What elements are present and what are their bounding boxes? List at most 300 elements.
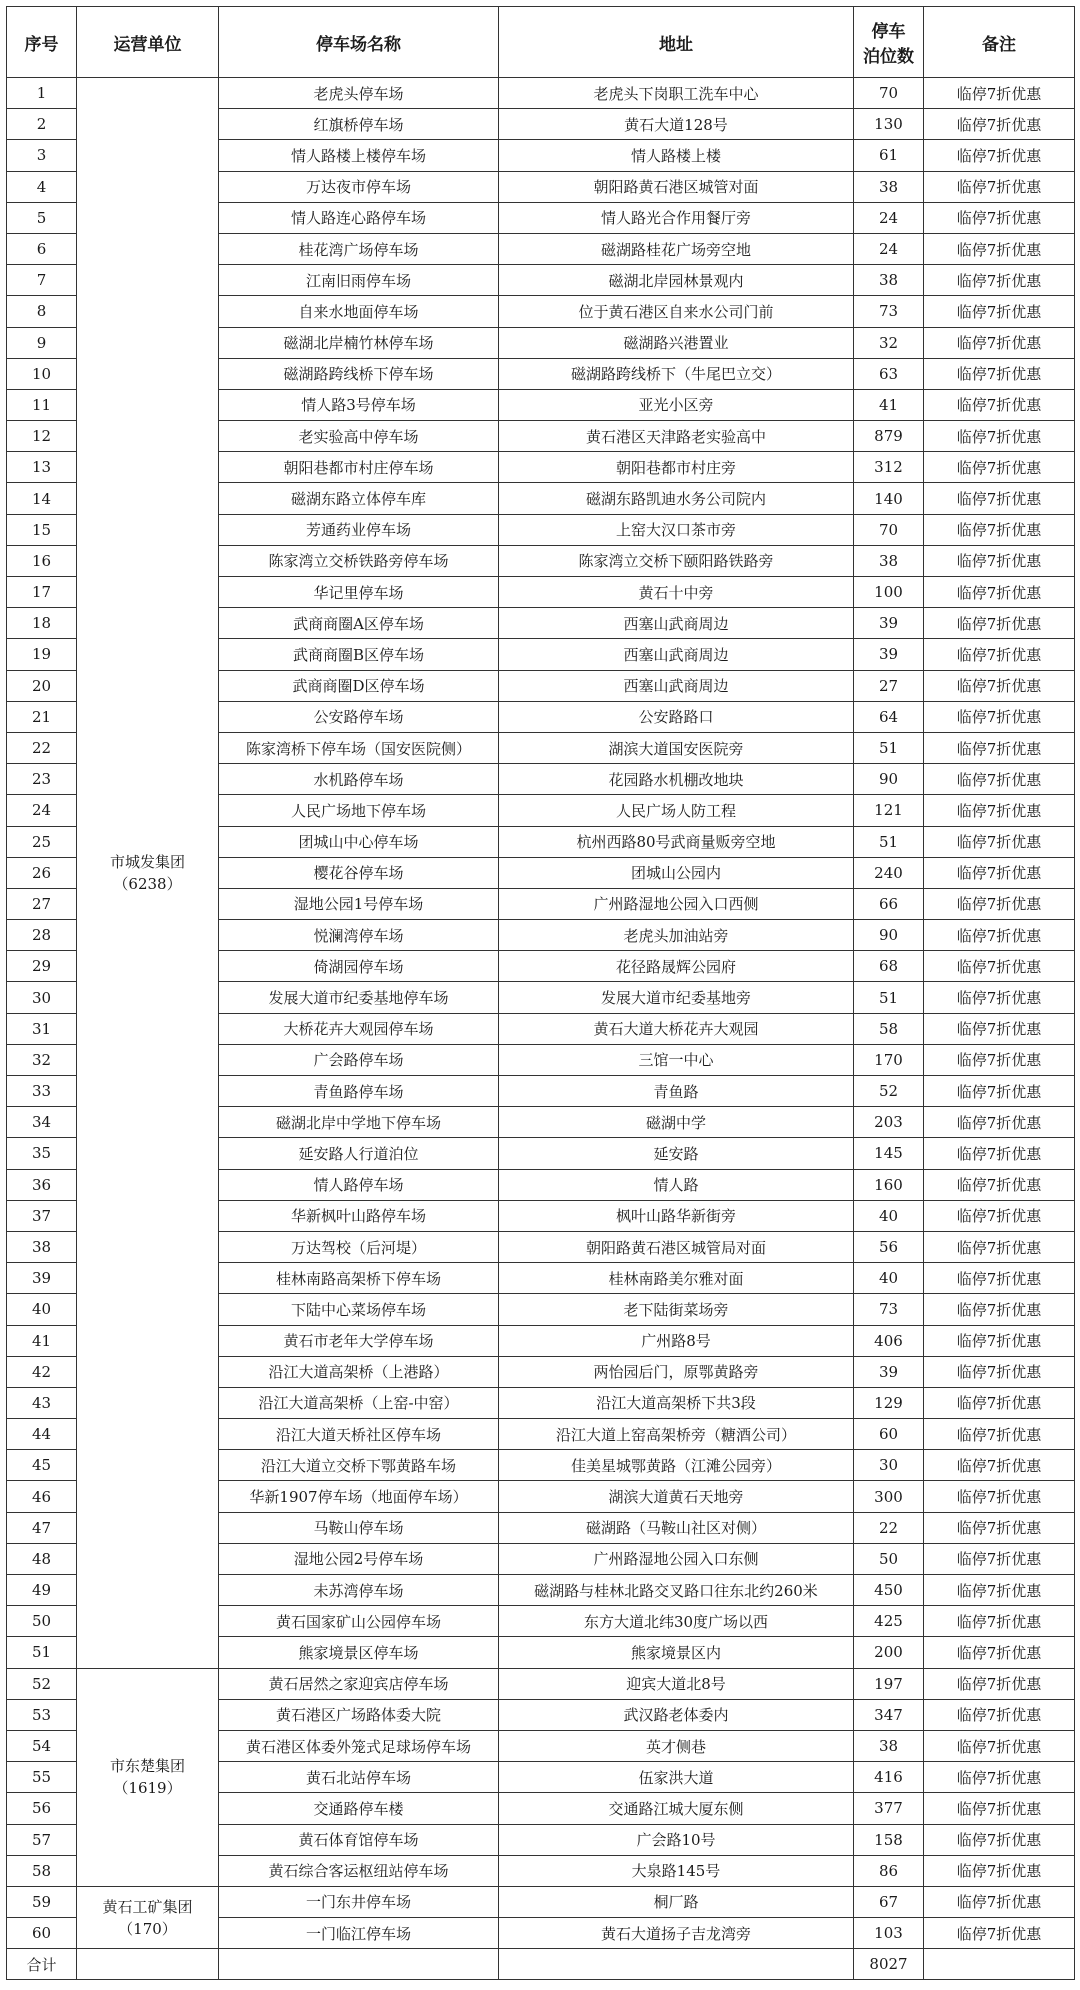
cell-lot-name: 水机路停车场 [219,764,499,795]
cell-spaces: 38 [854,265,924,296]
cell-note: 临停7折优惠 [924,1294,1075,1325]
cell-lot-name: 情人路停车场 [219,1169,499,1200]
cell-address: 老下陆街菜场旁 [499,1294,854,1325]
org-total: （1619） [113,1779,182,1798]
org-total: （170） [118,1919,177,1938]
cell-seq: 45 [7,1450,77,1481]
org-name: 市城发集团 [109,852,185,871]
cell-note: 临停7折优惠 [924,1419,1075,1450]
total-label: 合计 [7,1949,77,1980]
cell-lot-name: 黄石市老年大学停车场 [219,1325,499,1356]
cell-spaces: 121 [854,795,924,826]
cell-seq: 51 [7,1637,77,1668]
cell-seq: 60 [7,1918,77,1949]
cell-note: 临停7折优惠 [924,1044,1075,1075]
total-note [924,1949,1075,1980]
cell-lot-name: 磁湖东路立体停车库 [219,483,499,514]
cell-lot-name: 磁湖路跨线桥下停车场 [219,358,499,389]
cell-address: 东方大道北纬30度广场以西 [499,1606,854,1637]
table-row [7,1668,1075,1699]
cell-lot-name: 公安路停车场 [219,701,499,732]
cell-lot-name: 武商商圈A区停车场 [219,608,499,639]
cell-lot-name: 情人路楼上楼停车场 [219,140,499,171]
header-seq: 序号 [7,7,77,78]
cell-note: 临停7折优惠 [924,1325,1075,1356]
cell-spaces: 100 [854,577,924,608]
cell-note: 临停7折优惠 [924,358,1075,389]
cell-seq: 30 [7,982,77,1013]
cell-address: 磁湖路兴港置业 [499,327,854,358]
cell-seq: 59 [7,1886,77,1917]
cell-note: 临停7折优惠 [924,764,1075,795]
cell-address: 伍家洪大道 [499,1762,854,1793]
cell-spaces: 240 [854,857,924,888]
cell-address: 佳美星城鄂黄路（江滩公园旁） [499,1450,854,1481]
cell-spaces: 38 [854,171,924,202]
cell-address: 朝阳巷都市村庄旁 [499,452,854,483]
cell-note: 临停7折优惠 [924,109,1075,140]
cell-note: 临停7折优惠 [924,452,1075,483]
cell-address: 上窑大汉口茶市旁 [499,514,854,545]
cell-spaces: 56 [854,1231,924,1262]
table-header-row [7,7,1075,78]
cell-note: 临停7折优惠 [924,1356,1075,1387]
cell-spaces: 58 [854,1013,924,1044]
total-spaces: 8027 [854,1949,924,1980]
cell-spaces: 406 [854,1325,924,1356]
cell-address: 迎宾大道北8号 [499,1668,854,1699]
cell-lot-name: 未苏湾停车场 [219,1575,499,1606]
parking-table [6,6,1075,1980]
cell-seq: 11 [7,389,77,420]
cell-address: 广州路湿地公园入口东侧 [499,1543,854,1574]
cell-seq: 53 [7,1699,77,1730]
cell-lot-name: 湿地公园1号停车场 [219,888,499,919]
cell-spaces: 22 [854,1512,924,1543]
cell-note: 临停7折优惠 [924,1263,1075,1294]
cell-address: 交通路江城大厦东侧 [499,1793,854,1824]
cell-seq: 10 [7,358,77,389]
cell-seq: 28 [7,920,77,951]
cell-lot-name: 磁湖北岸中学地下停车场 [219,1107,499,1138]
cell-note: 临停7折优惠 [924,265,1075,296]
cell-seq: 41 [7,1325,77,1356]
cell-seq: 40 [7,1294,77,1325]
cell-spaces: 38 [854,1730,924,1761]
cell-lot-name: 朝阳巷都市村庄停车场 [219,452,499,483]
cell-lot-name: 红旗桥停车场 [219,109,499,140]
cell-lot-name: 黄石港区体委外笼式足球场停车场 [219,1730,499,1761]
cell-spaces: 70 [854,514,924,545]
cell-lot-name: 悦澜湾停车场 [219,920,499,951]
cell-note: 临停7折优惠 [924,1699,1075,1730]
cell-spaces: 200 [854,1637,924,1668]
cell-lot-name: 广会路停车场 [219,1044,499,1075]
cell-note: 临停7折优惠 [924,78,1075,109]
total-address [499,1949,854,1980]
cell-address: 桂林南路美尔雅对面 [499,1263,854,1294]
cell-lot-name: 老实验高中停车场 [219,421,499,452]
cell-spaces: 145 [854,1138,924,1169]
cell-address: 西塞山武商周边 [499,670,854,701]
cell-lot-name: 桂林南路高架桥下停车场 [219,1263,499,1294]
cell-address: 人民广场人防工程 [499,795,854,826]
cell-address: 情人路光合作用餐厅旁 [499,202,854,233]
cell-lot-name: 黄石居然之家迎宾店停车场 [219,1668,499,1699]
header-address: 地址 [499,7,854,78]
cell-note: 临停7折优惠 [924,1575,1075,1606]
cell-seq: 26 [7,857,77,888]
cell-seq: 16 [7,545,77,576]
cell-address: 情人路楼上楼 [499,140,854,171]
cell-address: 黄石大道128号 [499,109,854,140]
cell-note: 临停7折优惠 [924,1730,1075,1761]
cell-address: 熊家境景区内 [499,1637,854,1668]
cell-lot-name: 老虎头停车场 [219,78,499,109]
cell-spaces: 160 [854,1169,924,1200]
cell-seq: 27 [7,888,77,919]
cell-org [77,78,219,1669]
cell-seq: 48 [7,1543,77,1574]
cell-lot-name: 武商商圈D区停车场 [219,670,499,701]
cell-address: 发展大道市纪委基地旁 [499,982,854,1013]
cell-seq: 5 [7,202,77,233]
header-name: 停车场名称 [219,7,499,78]
cell-lot-name: 陈家湾桥下停车场（国安医院侧） [219,732,499,763]
cell-seq: 23 [7,764,77,795]
cell-lot-name: 湿地公园2号停车场 [219,1543,499,1574]
cell-address: 湖滨大道黄石天地旁 [499,1481,854,1512]
cell-lot-name: 下陆中心菜场停车场 [219,1294,499,1325]
cell-address: 武汉路老体委内 [499,1699,854,1730]
cell-spaces: 129 [854,1387,924,1418]
cell-note: 临停7折优惠 [924,639,1075,670]
cell-seq: 46 [7,1481,77,1512]
cell-note: 临停7折优惠 [924,888,1075,919]
cell-address: 沿江大道上窑高架桥旁（糖酒公司） [499,1419,854,1450]
cell-address: 位于黄石港区自来水公司门前 [499,296,854,327]
cell-address: 花园路水机棚改地块 [499,764,854,795]
cell-seq: 14 [7,483,77,514]
cell-lot-name: 黄石体育馆停车场 [219,1824,499,1855]
cell-spaces: 50 [854,1543,924,1574]
cell-note: 临停7折优惠 [924,857,1075,888]
cell-spaces: 51 [854,732,924,763]
table-body [7,78,1075,1980]
cell-spaces: 61 [854,140,924,171]
cell-seq: 33 [7,1076,77,1107]
cell-spaces: 300 [854,1481,924,1512]
cell-note: 临停7折优惠 [924,1886,1075,1917]
cell-lot-name: 华新1907停车场（地面停车场） [219,1481,499,1512]
cell-note: 临停7折优惠 [924,1450,1075,1481]
cell-spaces: 90 [854,764,924,795]
cell-seq: 58 [7,1855,77,1886]
cell-lot-name: 磁湖北岸楠竹林停车场 [219,327,499,358]
header-org: 运营单位 [77,7,219,78]
cell-spaces: 24 [854,233,924,264]
cell-seq: 35 [7,1138,77,1169]
cell-address: 西塞山武商周边 [499,608,854,639]
cell-lot-name: 大桥花卉大观园停车场 [219,1013,499,1044]
cell-seq: 42 [7,1356,77,1387]
cell-seq: 15 [7,514,77,545]
cell-note: 临停7折优惠 [924,296,1075,327]
cell-address: 磁湖北岸园林景观内 [499,265,854,296]
cell-spaces: 197 [854,1668,924,1699]
cell-spaces: 70 [854,78,924,109]
header-spaces [854,7,924,78]
cell-lot-name: 黄石港区广场路体委大院 [219,1699,499,1730]
cell-note: 临停7折优惠 [924,1668,1075,1699]
cell-spaces: 377 [854,1793,924,1824]
cell-seq: 2 [7,109,77,140]
cell-seq: 39 [7,1263,77,1294]
cell-lot-name: 万达驾校（后河堤） [219,1231,499,1262]
cell-address: 广会路10号 [499,1824,854,1855]
cell-lot-name: 黄石综合客运枢纽站停车场 [219,1855,499,1886]
cell-note: 临停7折优惠 [924,140,1075,171]
cell-lot-name: 江南旧雨停车场 [219,265,499,296]
table-row [7,78,1075,109]
cell-seq: 47 [7,1512,77,1543]
cell-spaces: 39 [854,639,924,670]
cell-spaces: 51 [854,982,924,1013]
cell-address: 两怡园后门，原鄂黄路旁 [499,1356,854,1387]
cell-address: 磁湖中学 [499,1107,854,1138]
cell-lot-name: 一门临江停车场 [219,1918,499,1949]
cell-note: 临停7折优惠 [924,951,1075,982]
cell-seq: 38 [7,1231,77,1262]
cell-spaces: 130 [854,109,924,140]
cell-address: 情人路 [499,1169,854,1200]
cell-lot-name: 华记里停车场 [219,577,499,608]
cell-spaces: 86 [854,1855,924,1886]
cell-address: 西塞山武商周边 [499,639,854,670]
cell-seq: 32 [7,1044,77,1075]
cell-spaces: 32 [854,327,924,358]
cell-spaces: 68 [854,951,924,982]
cell-lot-name: 交通路停车楼 [219,1793,499,1824]
cell-seq: 25 [7,826,77,857]
cell-address: 磁湖路与桂林北路交叉路口往东北约260米 [499,1575,854,1606]
cell-seq: 21 [7,701,77,732]
org-name: 黄石工矿集团 [102,1897,193,1916]
cell-lot-name: 沿江大道高架桥（上港路） [219,1356,499,1387]
cell-address: 沿江大道高架桥下共3段 [499,1387,854,1418]
cell-seq: 18 [7,608,77,639]
cell-seq: 57 [7,1824,77,1855]
cell-note: 临停7折优惠 [924,1855,1075,1886]
cell-note: 临停7折优惠 [924,795,1075,826]
cell-address: 磁湖路跨线桥下（牛尾巴立交） [499,358,854,389]
cell-address: 英才侧巷 [499,1730,854,1761]
cell-spaces: 40 [854,1263,924,1294]
cell-address: 老虎头下岗职工洗车中心 [499,78,854,109]
cell-spaces: 30 [854,1450,924,1481]
cell-address: 延安路 [499,1138,854,1169]
cell-address: 磁湖路桂花广场旁空地 [499,233,854,264]
cell-note: 临停7折优惠 [924,483,1075,514]
cell-seq: 17 [7,577,77,608]
total-name [219,1949,499,1980]
cell-spaces: 64 [854,701,924,732]
cell-seq: 1 [7,78,77,109]
header-spaces-line1: 停车 [871,22,906,42]
header-spaces-line2: 泊位数 [863,47,914,67]
cell-seq: 3 [7,140,77,171]
cell-note: 临停7折优惠 [924,1169,1075,1200]
cell-seq: 9 [7,327,77,358]
cell-seq: 8 [7,296,77,327]
cell-address: 青鱼路 [499,1076,854,1107]
cell-note: 临停7折优惠 [924,1543,1075,1574]
cell-seq: 31 [7,1013,77,1044]
cell-note: 临停7折优惠 [924,1918,1075,1949]
cell-lot-name: 发展大道市纪委基地停车场 [219,982,499,1013]
cell-address: 三馆一中心 [499,1044,854,1075]
cell-address: 朝阳路黄石港区城管对面 [499,171,854,202]
cell-lot-name: 情人路连心路停车场 [219,202,499,233]
cell-note: 临停7折优惠 [924,327,1075,358]
cell-note: 临停7折优惠 [924,389,1075,420]
cell-lot-name: 倚湖园停车场 [219,951,499,982]
cell-seq: 36 [7,1169,77,1200]
cell-spaces: 66 [854,888,924,919]
cell-address: 广州路湿地公园入口西侧 [499,888,854,919]
cell-note: 临停7折优惠 [924,1107,1075,1138]
cell-lot-name: 芳通药业停车场 [219,514,499,545]
cell-note: 临停7折优惠 [924,1013,1075,1044]
cell-note: 临停7折优惠 [924,732,1075,763]
cell-seq: 52 [7,1668,77,1699]
cell-lot-name: 延安路人行道泊位 [219,1138,499,1169]
cell-lot-name: 一门东井停车场 [219,1886,499,1917]
cell-spaces: 103 [854,1918,924,1949]
cell-lot-name: 樱花谷停车场 [219,857,499,888]
cell-note: 临停7折优惠 [924,577,1075,608]
cell-address: 陈家湾立交桥下颐阳路铁路旁 [499,545,854,576]
cell-note: 临停7折优惠 [924,1076,1075,1107]
cell-note: 临停7折优惠 [924,1762,1075,1793]
cell-seq: 4 [7,171,77,202]
cell-seq: 13 [7,452,77,483]
org-total: （6238） [113,874,182,893]
cell-note: 临停7折优惠 [924,1138,1075,1169]
cell-note: 临停7折优惠 [924,421,1075,452]
cell-address: 亚光小区旁 [499,389,854,420]
cell-lot-name: 沿江大道高架桥（上窑-中窑） [219,1387,499,1418]
cell-note: 临停7折优惠 [924,701,1075,732]
cell-spaces: 347 [854,1699,924,1730]
cell-spaces: 170 [854,1044,924,1075]
cell-address: 朝阳路黄石港区城管局对面 [499,1231,854,1262]
cell-spaces: 24 [854,202,924,233]
cell-lot-name: 黄石国家矿山公园停车场 [219,1606,499,1637]
cell-lot-name: 万达夜市停车场 [219,171,499,202]
cell-address: 花径路晟辉公园府 [499,951,854,982]
cell-seq: 55 [7,1762,77,1793]
header-note: 备注 [924,7,1075,78]
cell-note: 临停7折优惠 [924,1231,1075,1262]
cell-seq: 37 [7,1200,77,1231]
cell-address: 磁湖东路凯迪水务公司院内 [499,483,854,514]
total-org [77,1949,219,1980]
cell-note: 临停7折优惠 [924,514,1075,545]
cell-note: 临停7折优惠 [924,1824,1075,1855]
cell-spaces: 203 [854,1107,924,1138]
cell-lot-name: 马鞍山停车场 [219,1512,499,1543]
cell-spaces: 450 [854,1575,924,1606]
cell-note: 临停7折优惠 [924,545,1075,576]
cell-spaces: 63 [854,358,924,389]
cell-note: 临停7折优惠 [924,1481,1075,1512]
cell-seq: 43 [7,1387,77,1418]
cell-address: 黄石十中旁 [499,577,854,608]
cell-lot-name: 沿江大道立交桥下鄂黄路车场 [219,1450,499,1481]
cell-seq: 44 [7,1419,77,1450]
cell-note: 临停7折优惠 [924,1637,1075,1668]
cell-seq: 6 [7,233,77,264]
cell-lot-name: 自来水地面停车场 [219,296,499,327]
cell-seq: 49 [7,1575,77,1606]
cell-spaces: 67 [854,1886,924,1917]
cell-lot-name: 团城山中心停车场 [219,826,499,857]
cell-note: 临停7折优惠 [924,1512,1075,1543]
cell-spaces: 60 [854,1419,924,1450]
cell-address: 老虎头加油站旁 [499,920,854,951]
cell-lot-name: 黄石北站停车场 [219,1762,499,1793]
org-name: 市东楚集团 [109,1757,185,1776]
cell-spaces: 90 [854,920,924,951]
cell-spaces: 312 [854,452,924,483]
cell-seq: 54 [7,1730,77,1761]
cell-address: 公安路路口 [499,701,854,732]
cell-address: 广州路8号 [499,1325,854,1356]
cell-spaces: 38 [854,545,924,576]
cell-address: 桐厂路 [499,1886,854,1917]
cell-note: 临停7折优惠 [924,920,1075,951]
cell-address: 黄石大道大桥花卉大观园 [499,1013,854,1044]
cell-seq: 22 [7,732,77,763]
total-row [7,1949,1075,1980]
cell-address: 枫叶山路华新街旁 [499,1200,854,1231]
cell-spaces: 73 [854,1294,924,1325]
cell-note: 临停7折优惠 [924,982,1075,1013]
cell-note: 临停7折优惠 [924,608,1075,639]
cell-note: 临停7折优惠 [924,826,1075,857]
cell-address: 黄石大道扬子吉龙湾旁 [499,1918,854,1949]
table-row [7,1886,1075,1917]
cell-spaces: 51 [854,826,924,857]
cell-lot-name: 情人路3号停车场 [219,389,499,420]
cell-spaces: 158 [854,1824,924,1855]
cell-note: 临停7折优惠 [924,670,1075,701]
cell-address: 磁湖路（马鞍山社区对侧） [499,1512,854,1543]
cell-spaces: 41 [854,389,924,420]
cell-seq: 12 [7,421,77,452]
cell-seq: 56 [7,1793,77,1824]
cell-spaces: 52 [854,1076,924,1107]
cell-lot-name: 沿江大道天桥社区停车场 [219,1419,499,1450]
cell-address: 黄石港区天津路老实验高中 [499,421,854,452]
cell-seq: 7 [7,265,77,296]
cell-spaces: 27 [854,670,924,701]
cell-seq: 34 [7,1107,77,1138]
cell-spaces: 40 [854,1200,924,1231]
parking-table-sheet [6,6,1074,1980]
cell-spaces: 39 [854,1356,924,1387]
